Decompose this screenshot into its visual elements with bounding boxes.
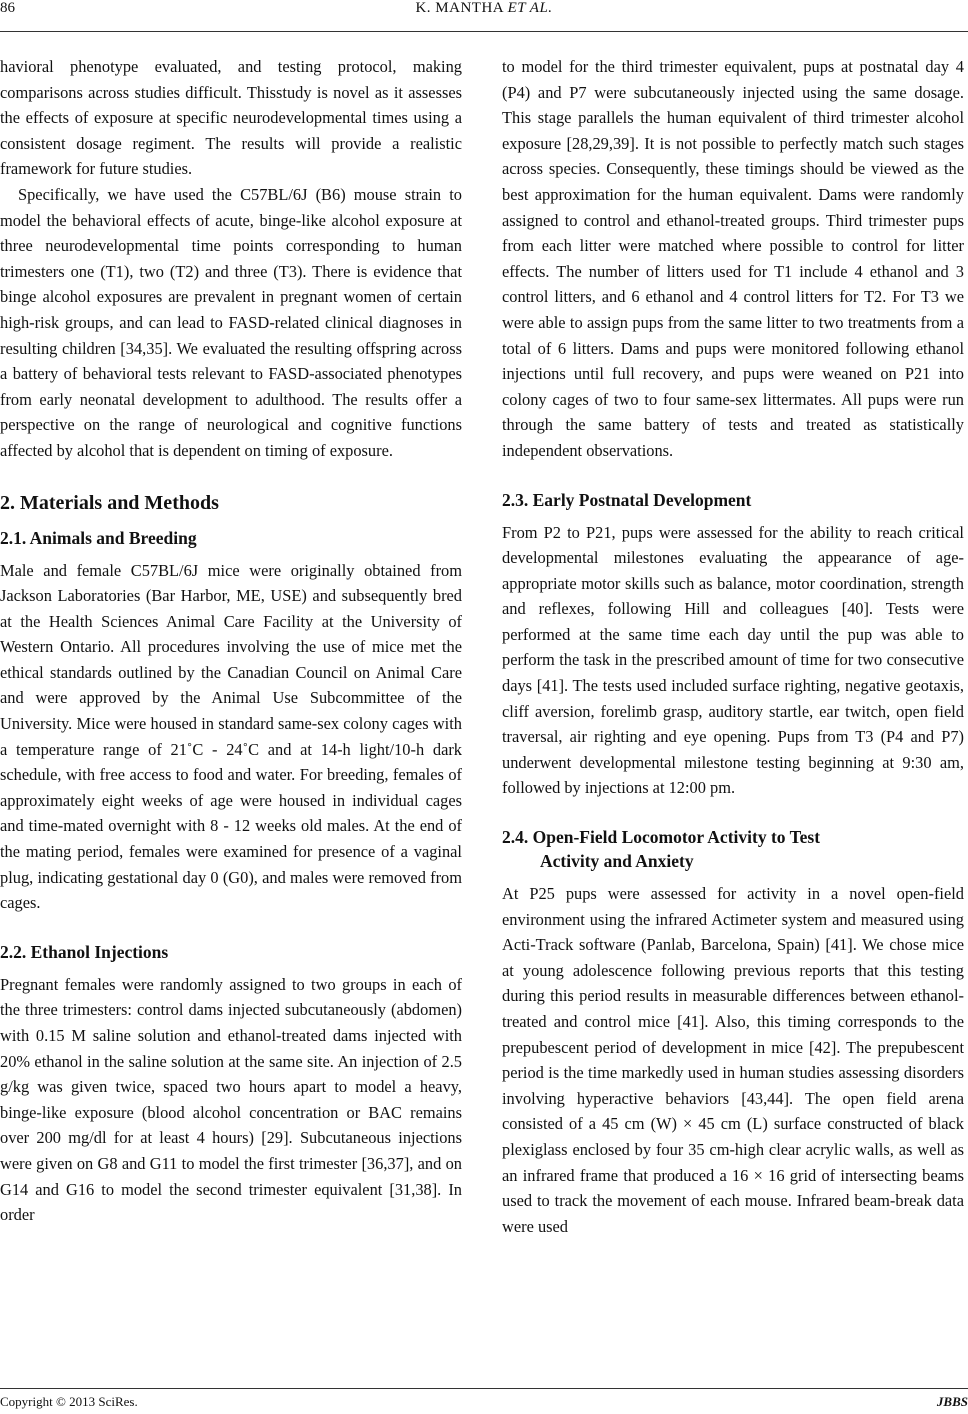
section-heading-materials-methods: 2. Materials and Methods: [0, 491, 219, 514]
subsection-heading-early-postnatal: 2.3. Early Postnatal Development: [502, 489, 752, 510]
subsection-heading-open-field-line1: 2.4. Open-Field Locomotor Activity to Test: [502, 827, 821, 848]
journal-abbreviation: JBBS: [936, 1394, 968, 1409]
paragraph-early-postnatal: From P2 to P21, pups were assessed for the ability to reach critical developmental milestones evaluating the appearance of age-appropriate motor skills such as balance, motor coordination, strength and reflexes, following Hill and colleagues [40]. Tests were performed at the same time each day until the pup was able to perform the task in the prescribed amount of time for two consecutive days [41]. The tests used included surface righting, negative geotaxis, cliff aversion, forelimb grasp, auditory startle, ear twitch, open field traversal, air righting and eye opening. Pups from T3 (P4 and P7) underwent developmental milestone testing beginning at 9:30 am, followed by injections at 12:00 pm.: [502, 522, 964, 798]
page-header: [0, 0, 968, 36]
running-head-authors: K. MANTHA: [415, 0, 504, 16]
running-head-etal: ET AL.: [507, 0, 553, 16]
subsection-heading-animals-breeding: 2.1. Animals and Breeding: [0, 527, 197, 548]
intro-paragraph-specifically: Specifically, we have used the C57BL/6J (B6) mouse strain to model the behavioral effects of acute, binge-like alcohol exposure at three neurodevelopmental time points corresponding to human trimesters one (T1), two (T2) and three (T3). There is evidence that binge alcohol exposures are prevalent in pregnant women of certain high-risk groups, and can lead to FASD-related clinical diagnoses in resulting children [34,35]. We evaluated the resulting offspring across a battery of behavioral tests relevant to FASD-associated phenotypes from early neonatal development to adulthood. The results offer a perspective on the range of neurological and cognitive functions affected by alcohol that is dependent on timing of exposure.: [0, 184, 462, 460]
subsection-heading-ethanol-injections: 2.2. Ethanol Injections: [0, 941, 169, 962]
intro-paragraph-continued: havioral phenotype evaluated, and testing protocol, making comparisons across studies difficult. Thisstudy is novel as it assesses the effects of exposure at specific neurodevelopmental times using a consistent dosage regiment. The results will provide a realistic framework for future studies.: [0, 57, 462, 179]
right-column: [502, 54, 964, 1239]
running-head: [0, 0, 968, 17]
footer-divider: [0, 1388, 968, 1389]
paragraph-open-field: At P25 pups were assessed for activity in a novel open-field environment using the infrared Actimeter system and measured using Acti-Track software (Panlab, Barcelona, Spain) [41]. We chose mice at young adolescence following previous reports that this testing during this period results in measurable differences between ethanol-treated and control mice [41]. Also, this timing corresponds to the prepubescent period of development in mice [42]. The prepubescent period is the time markedly used in human studies assessing disorders involving hyperactive behaviors [43,44]. The open field arena consisted of a 45 cm (W) × 45 cm (L) surface constructed of black plexiglass enclosed by four 35 cm-high clear acrylic walls, as well as an infrared frame that produced a 16 × 16 grid of intersecting beams used to track the movement of each mouse. Infrared beam-break data were used: [502, 884, 964, 1236]
paragraph-animals-breeding: Male and female C57BL/6J mice were originally obtained from Jackson Laboratories (Bar Harbor, ME, USE) and subsequently bred at the Health Sciences Animal Care Facility at the University of Western Ontario. All procedures involving the use of mice met the ethical standards outlined by the Canadian Council on Animal Care and were approved by the Animal Use Subcommittee of the University. Mice were housed in standard same-sex colony cages with a temperature range of 21˚C - 24˚C and at 14-h light/10-h dark schedule, with free access to food and water. For breeding, females of approximately eight weeks of age were housed in individual cages and time-mated overnight with 8 - 12 weeks old males. At the end of the mating period, females were examined for presence of a vaginal plug, indicating gestational day 0 (G0), and males were removed from cages.: [0, 560, 462, 913]
left-column: [0, 54, 462, 1228]
page-number: 86: [0, 0, 15, 16]
paragraph-ethanol-injections-continued: to model for the third trimester equivalent, pups at postnatal day 4 (P4) and P7 were subcutaneously injected using the same dosage. This stage parallels the human equivalent of third trimester alcohol exposure [28,29,39]. It is not possible to perfectly match such stages across species. Consequently, these timings should be viewed as the best approximation for the human equivalent. Dams were randomly assigned to control and ethanol-treated groups. Third trimester pups from each litter were matched where possible to control for litter effects. The number of litters used for T1 include 4 ethanol and 3 control litters, and 6 ethanol and 4 control litters for T2. For T3 we were able to assign pups from the same litter to two treatments from a total of 6 litters. Dams and pups were monitored following ethanol injections until full recovery, and pups were weaned on P21 into colony cages of two to four same-sex littermates. All pups were run through the same battery of tests and treated as statistically independent observations.: [502, 57, 964, 460]
subsection-heading-open-field-line2: Activity and Anxiety: [540, 851, 694, 872]
paragraph-ethanol-injections: Pregnant females were randomly assigned to two groups in each of the three trimesters: control dams injected subcutaneously (abdomen) with 0.15 M saline solution and ethanol-treated dams injected with 20% ethanol in the saline solution at the same site. An injection of 2.5 g/kg was given twice, spaced two hours apart to model a heavy, binge-like exposure (blood alcohol concentration or BAC remains over 200 mg/dl for at least 4 hours) [29]. Subcutaneous injections were given on G8 and G11 to model the first trimester [36,37], and on G14 and G16 to model the second trimester equivalent [31,38]. In order: [0, 974, 462, 1225]
subsection-heading-open-field: [502, 825, 964, 873]
copyright-notice: Copyright © 2013 SciRes.: [0, 1394, 138, 1409]
header-divider: [0, 31, 968, 32]
